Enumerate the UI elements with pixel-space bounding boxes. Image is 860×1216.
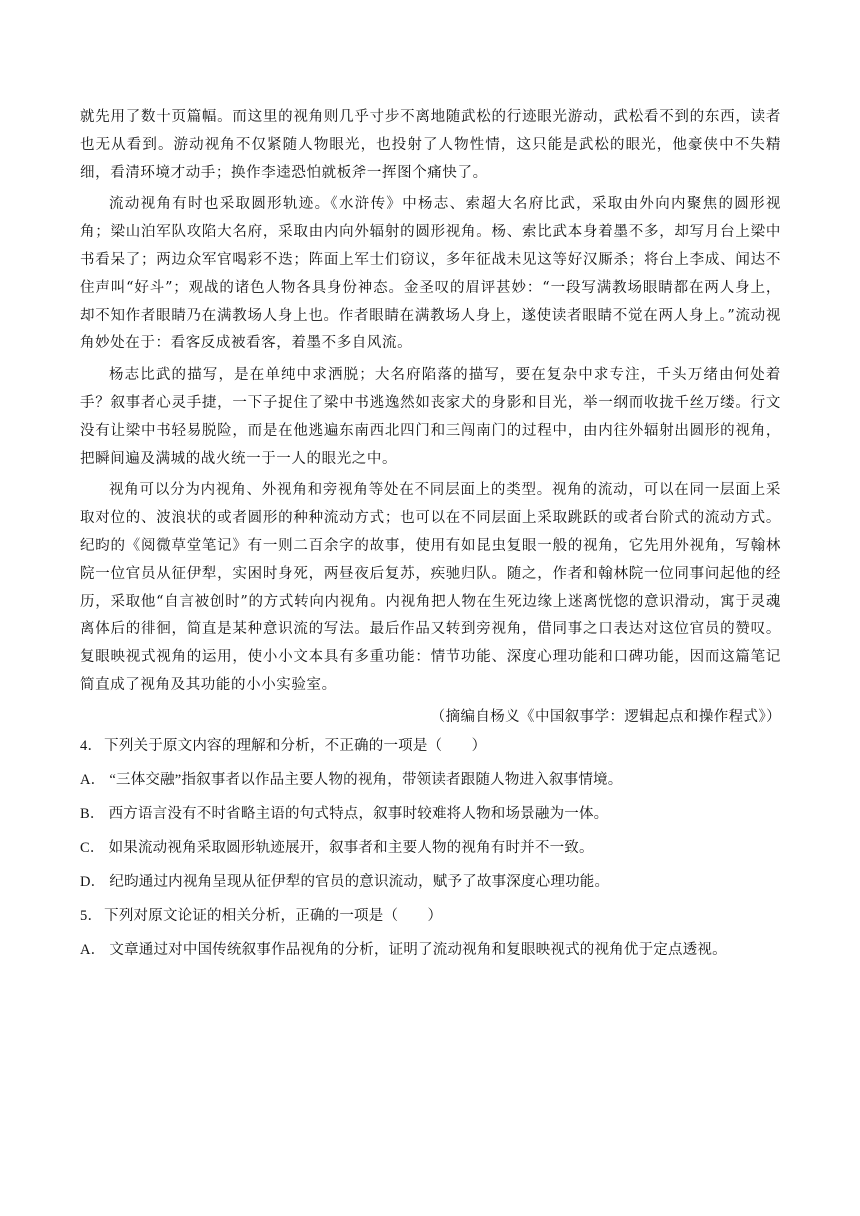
- option-a[interactable]: [80, 940, 781, 960]
- document-page: [80, 104, 781, 974]
- option-letter: B．: [80, 805, 105, 822]
- option-text: 如果流动视角采取圆形轨迹展开，叙事者和主要人物的视角有时并不一致。: [108, 839, 594, 856]
- article-paragraph: 视角可以分为内视角、外视角和旁视角等处在不同层面上的类型。视角的流动，可以在同一层面上采取对位的、波浪状的或者圆形的种种流动方式；也可以在不同层面上采取跳跃的或者台阶式的流动方式。纪昀的《阅微草堂笔记》有一则二百余字的故事，使用有如昆虫复眼一般的视角，它先用外视角，写翰林院一位官员从征伊犁，实困时身死，两昼夜后复苏，疾驰归队。随之，作者和翰林院一位同事问起他的经历，采取他“自言被创时”的方式转向内视角。内视角把人物在生死边缘上迷离恍惚的意识滑动，寓于灵魂离体后的徘徊，简直是某种意识流的写法。最后作品又转到旁视角，借同事之口表达对这位官员的赞叹。复眼映视式视角的运用，使小小文本具有多重功能：情节功能、深度心理功能和口碑功能，因而这篇笔记简直成了视角及其功能的小小实验室。: [80, 482, 781, 693]
- question-4: [80, 736, 781, 892]
- article-source: （摘编自杨义《中国叙事学：逻辑起点和操作程式》）: [430, 708, 781, 725]
- question-number: 5．: [80, 907, 103, 924]
- option-text: 西方语言没有不时省略主语的句式特点，叙事时较难将人物和场景融为一体。: [108, 805, 609, 822]
- option-letter: A．: [80, 771, 106, 788]
- article-paragraph: 流动视角有时也采取圆形轨迹。《水浒传》中杨志、索超大名府比武，采取由外向内聚焦的圆形视角；梁山泊军队攻陷大名府，采取由内向外辐射的圆形视角。杨、索比武本身着墨不多，却写月台上梁中书看呆了；两边众军官喝彩不迭；阵面上军士们窃议，多年征战未见这等好汉厮杀；将台上李成、闻达不住声叫“好斗”；观战的诸色人物各具身份神态。金圣叹的眉评甚妙：“一段写满教场眼睛都在两人身上，却不知作者眼睛乃在满教场人身上也。作者眼睛在满教场人身上，遂使读者眼睛不觉在两人身上。”流动视角妙处在于：看客反成被看客，着墨不多自风流。: [80, 196, 781, 352]
- question-text: 下列关于原文内容的理解和分析，不正确的一项是（ ）: [104, 737, 487, 754]
- option-a[interactable]: [80, 770, 781, 790]
- option-d[interactable]: [80, 872, 781, 892]
- option-letter: D．: [80, 873, 106, 890]
- article-paragraph: 就先用了数十页篇幅。而这里的视角则几乎寸步不离地随武松的行迹眼光游动，武松看不到的东西，读者也无从看到。游动视角不仅紧随人物眼光，也投射了人物性情，这只能是武松的眼光，他豪侠中不失精细，看清环境才动手；换作李逵恐怕就板斧一挥图个痛快了。: [80, 109, 781, 181]
- question-stem: [80, 736, 781, 756]
- article-paragraph: 杨志比武的描写，是在单纯中求洒脱；大名府陷落的描写，要在复杂中求专注，千头万绪由何处着手？叙事者心灵手捷，一下子捉住了梁中书逃逸然如丧家犬的身影和目光，举一纲而收拢千丝万缕。行文没有让梁中书轻易脱险，而是在他逃遍东南西北四门和三闯南门的过程中，由内往外辐射出圆形的视角，把瞬间遍及满城的战火统一于一人的眼光之中。: [80, 367, 781, 467]
- option-text: 文章通过对中国传统叙事作品视角的分析，证明了流动视角和复眼映视式的视角优于定点透视。: [109, 941, 727, 958]
- option-b[interactable]: [80, 804, 781, 824]
- question-number: 4．: [80, 737, 103, 754]
- question-text: 下列对原文论证的相关分析，正确的一项是（ ）: [104, 907, 443, 924]
- option-text: “三体交融”指叙事者以作品主要人物的视角，带领读者跟随人物进入叙事情境。: [109, 771, 623, 788]
- option-letter: A．: [80, 941, 106, 958]
- option-c[interactable]: [80, 838, 781, 858]
- question-stem: [80, 906, 781, 926]
- option-letter: C．: [80, 839, 105, 856]
- option-text: 纪昀通过内视角呈现从征伊犁的官员的意识流动，赋予了故事深度心理功能。: [109, 873, 610, 890]
- question-5: [80, 906, 781, 960]
